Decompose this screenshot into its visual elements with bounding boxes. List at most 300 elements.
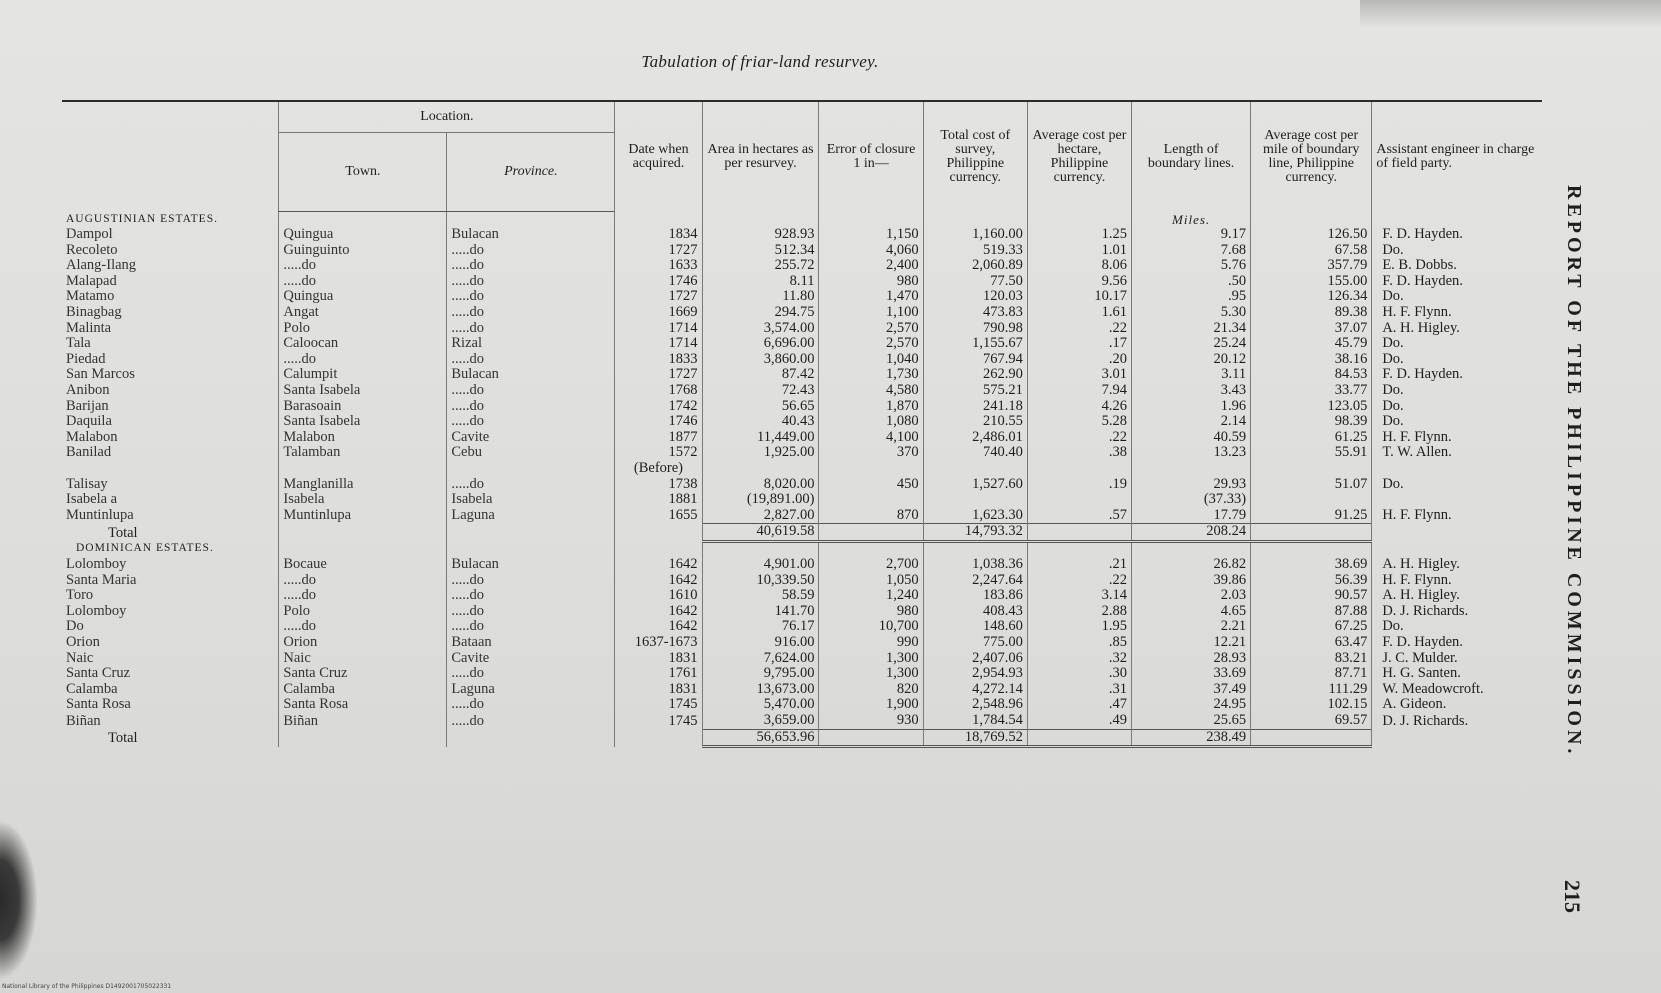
binding-shadow	[0, 820, 38, 980]
date-cell: 1714	[615, 321, 702, 337]
area-cell: 10,339.50	[702, 573, 819, 589]
province-cell: Rizal	[447, 336, 615, 352]
length-cell: 1.96	[1132, 399, 1251, 415]
error-cell: 1,240	[819, 588, 923, 604]
estate-name: Binagbag	[66, 305, 122, 321]
table-row	[62, 635, 1542, 651]
date-cell: 1642	[615, 604, 702, 620]
total-length: 208.24	[1132, 524, 1251, 542]
province-cell: Bulacan	[447, 367, 615, 383]
area-cell: 2,827.00	[702, 508, 819, 524]
estate-name: Tala	[66, 336, 91, 352]
engineer-cell: F. D. Hayden.	[1372, 367, 1542, 383]
date-header: Date when acquired.	[615, 101, 702, 212]
table-row	[62, 430, 1542, 446]
estate-name: Santa Maria	[66, 572, 137, 588]
cost-cell: 575.21	[923, 383, 1027, 399]
province-cell: Cavite	[447, 651, 615, 667]
town-cell: Isabela	[279, 492, 447, 508]
empty-cell	[819, 524, 923, 542]
cost-cell	[923, 492, 1027, 508]
cost-cell: 519.33	[923, 243, 1027, 259]
table-row	[62, 305, 1542, 321]
total-label: Total	[108, 730, 138, 747]
cost-per-hectare-cell: .38	[1027, 445, 1131, 461]
date-cell: 1877	[615, 430, 702, 446]
cost-per-hectare-cell: .30	[1027, 666, 1131, 682]
cost-cell: 1,623.30	[923, 508, 1027, 524]
province-cell: Bataan	[447, 635, 615, 651]
friar-land-table	[62, 100, 1542, 748]
error-cell: 980	[819, 274, 923, 290]
error-cell: 1,300	[819, 651, 923, 667]
error-cell: 370	[819, 445, 923, 461]
area-cell: 3,860.00	[702, 352, 819, 368]
town-cell: Biñan	[279, 713, 447, 729]
empty-cell	[615, 524, 702, 542]
empty-cell	[1251, 524, 1372, 542]
engineer-cell: Do.	[1372, 414, 1542, 430]
province-cell: .....do	[447, 321, 615, 337]
engineer-cell: A. Gideon.	[1372, 697, 1542, 713]
province-cell: Cebu	[447, 445, 615, 461]
length-cell: 29.93	[1132, 477, 1251, 493]
estate-name: Talisay	[66, 476, 108, 492]
empty-cell	[1372, 524, 1542, 542]
error-cell: 1,050	[819, 573, 923, 589]
area-cell: 928.93	[702, 227, 819, 243]
cost-cell: 262.90	[923, 367, 1027, 383]
area-cell: 4,901.00	[702, 557, 819, 573]
table-row	[62, 651, 1542, 667]
table-row	[62, 666, 1542, 682]
cost-cell: 2,548.96	[923, 697, 1027, 713]
area-cell: 3,659.00	[702, 713, 819, 729]
estate-name: Biñan	[66, 713, 101, 729]
estate-name: Do	[66, 619, 84, 635]
cost-cell: 2,486.01	[923, 430, 1027, 446]
area-cell: 11,449.00	[702, 430, 819, 446]
length-cell: 40.59	[1132, 430, 1251, 446]
length-cell: 5.76	[1132, 258, 1251, 274]
error-cell: 1,870	[819, 399, 923, 415]
town-cell: .....do	[279, 588, 447, 604]
cost-per-hectare-cell: 10.17	[1027, 289, 1131, 305]
estate-name: Barijan	[66, 398, 109, 414]
estate-name: Santa Rosa	[66, 697, 131, 713]
date-cell: 1727	[615, 243, 702, 259]
table-row	[62, 697, 1542, 713]
cost-per-mile-cell: 87.88	[1251, 604, 1372, 620]
total-row	[62, 524, 1542, 542]
date-cell: 1610	[615, 588, 702, 604]
cost-per-mile-cell: 67.58	[1251, 243, 1372, 259]
error-cell: 1,730	[819, 367, 923, 383]
length-cell: 5.30	[1132, 305, 1251, 321]
table-row	[62, 508, 1542, 524]
date-cell: 1742	[615, 399, 702, 415]
before-label: (Before)	[615, 461, 702, 477]
cost-cell: 183.86	[923, 588, 1027, 604]
province-cell: .....do	[447, 604, 615, 620]
area-cell: 11.80	[702, 289, 819, 305]
area-cell: 76.17	[702, 619, 819, 635]
empty-cell	[447, 729, 615, 747]
error-cell: 1,150	[819, 227, 923, 243]
cost-per-hectare-cell: .47	[1027, 697, 1131, 713]
area-cell: 72.43	[702, 383, 819, 399]
cost-per-mile-cell: 102.15	[1251, 697, 1372, 713]
error-cell: 10,700	[819, 619, 923, 635]
cost-per-hectare-cell: 1.95	[1027, 619, 1131, 635]
empty-cell	[615, 729, 702, 747]
estate-name: Naic	[66, 650, 94, 666]
cost-cell: 148.60	[923, 619, 1027, 635]
cost-per-hectare-cell: .22	[1027, 430, 1131, 446]
province-cell: .....do	[447, 713, 615, 729]
engineer-cell: F. D. Hayden.	[1372, 635, 1542, 651]
province-cell: .....do	[447, 399, 615, 415]
town-cell: Naic	[279, 651, 447, 667]
engineer-cell: D. J. Richards.	[1372, 713, 1542, 729]
area-cell: 8,020.00	[702, 477, 819, 493]
augustinian-section	[62, 212, 1542, 524]
town-cell: Polo	[279, 604, 447, 620]
total-row	[62, 729, 1542, 747]
length-cell: 3.43	[1132, 383, 1251, 399]
engineer-cell: Do.	[1372, 477, 1542, 493]
cost-cell: 1,038.36	[923, 557, 1027, 573]
length-cell: 13.23	[1132, 445, 1251, 461]
cost-per-hectare-cell: .32	[1027, 651, 1131, 667]
cost-per-hectare-cell: 1.01	[1027, 243, 1131, 259]
province-cell: .....do	[447, 666, 615, 682]
date-cell: 1642	[615, 619, 702, 635]
cost-per-hectare-cell	[1027, 492, 1131, 508]
table-row	[62, 619, 1542, 635]
area-header: Area in hectares as per resurvey.	[702, 101, 819, 212]
estate-name: Toro	[66, 588, 94, 604]
cost-per-mile-cell: 126.50	[1251, 227, 1372, 243]
date-cell: 1831	[615, 651, 702, 667]
cost-cell: 4,272.14	[923, 682, 1027, 698]
province-cell: Cavite	[447, 430, 615, 446]
estate-name: Matamo	[66, 289, 115, 305]
estate-name: Muntinlupa	[66, 507, 134, 524]
estate-name: Anibon	[66, 383, 110, 399]
area-cell: 87.42	[702, 367, 819, 383]
estate-name: Daquila	[66, 414, 112, 430]
engineer-cell: A. H. Higley.	[1372, 588, 1542, 604]
length-cell: 21.34	[1132, 321, 1251, 337]
error-cell	[819, 492, 923, 508]
empty-cell	[1027, 729, 1131, 747]
estate-name: Lolomboy	[66, 557, 127, 573]
cost-per-mile-cell: 91.25	[1251, 508, 1372, 524]
table-row	[62, 604, 1542, 620]
town-cell: .....do	[279, 258, 447, 274]
table-row	[62, 274, 1542, 290]
engineer-cell: J. C. Mulder.	[1372, 651, 1542, 667]
cost-cell: 408.43	[923, 604, 1027, 620]
cost-per-hectare-cell: 2.88	[1027, 604, 1131, 620]
total-area: 40,619.58	[702, 524, 819, 542]
empty-cell	[279, 729, 447, 747]
province-cell: .....do	[447, 697, 615, 713]
cost-per-hectare-cell: .21	[1027, 557, 1131, 573]
table-row	[62, 477, 1542, 493]
town-cell: Bocaue	[279, 557, 447, 573]
cost-per-mile-cell: 83.21	[1251, 651, 1372, 667]
length-cell: 26.82	[1132, 557, 1251, 573]
error-cell: 4,100	[819, 430, 923, 446]
cost-per-mile-cell: 89.38	[1251, 305, 1372, 321]
cost-cell: 1,527.60	[923, 477, 1027, 493]
cost-per-mile-cell: 111.29	[1251, 682, 1372, 698]
cost-cell: 2,407.06	[923, 651, 1027, 667]
table-row	[62, 399, 1542, 415]
before-note-row	[62, 461, 1542, 477]
town-header: Town.	[279, 133, 447, 212]
error-cell: 2,570	[819, 336, 923, 352]
estate-name: Isabela a	[66, 492, 118, 508]
error-cell: 870	[819, 508, 923, 524]
estate-header	[62, 101, 279, 212]
cost-per-mile-cell: 84.53	[1251, 367, 1372, 383]
estate-name: Santa Cruz	[66, 666, 131, 682]
province-cell: .....do	[447, 588, 615, 604]
cost-cell: 2,247.64	[923, 573, 1027, 589]
total-cost: 14,793.32	[923, 524, 1027, 542]
date-cell: 1831	[615, 682, 702, 698]
cost-cell: 775.00	[923, 635, 1027, 651]
error-cell: 990	[819, 635, 923, 651]
province-cell: .....do	[447, 274, 615, 290]
area-cell: 8.11	[702, 274, 819, 290]
scan-credit: National Library of the Philippines D1492001705022331	[2, 983, 172, 990]
cost-per-mile-cell: 63.47	[1251, 635, 1372, 651]
area-cell: 5,470.00	[702, 697, 819, 713]
town-cell: .....do	[279, 274, 447, 290]
area-cell: 255.72	[702, 258, 819, 274]
total-length: 238.49	[1132, 729, 1251, 747]
length-cell: 7.68	[1132, 243, 1251, 259]
cost-per-hectare-cell: .20	[1027, 352, 1131, 368]
dominican-total	[62, 729, 1542, 747]
cost-per-mile-cell: 55.91	[1251, 445, 1372, 461]
province-cell: .....do	[447, 477, 615, 493]
cost-cell: 767.94	[923, 352, 1027, 368]
town-cell: Caloocan	[279, 336, 447, 352]
error-cell: 1,900	[819, 697, 923, 713]
length-cell: 9.17	[1132, 227, 1251, 243]
cost-per-hectare-cell: .22	[1027, 321, 1131, 337]
area-cell: 56.65	[702, 399, 819, 415]
cost-per-hectare-cell: 3.14	[1027, 588, 1131, 604]
province-cell: .....do	[447, 352, 615, 368]
date-cell: 1633	[615, 258, 702, 274]
running-header: REPORT OF THE PHILIPPINE COMMISSION.	[1563, 185, 1585, 758]
cost-per-mile-cell: 69.57	[1251, 713, 1372, 729]
engineer-cell: H. F. Flynn.	[1372, 573, 1542, 589]
cost-cell: 2,954.93	[923, 666, 1027, 682]
town-cell: Santa Isabela	[279, 414, 447, 430]
error-cell: 1,300	[819, 666, 923, 682]
estate-name: Banilad	[66, 445, 112, 461]
table-row	[62, 336, 1542, 352]
error-cell: 2,400	[819, 258, 923, 274]
engineer-cell: Do.	[1372, 336, 1542, 352]
town-cell: Quingua	[279, 289, 447, 305]
error-cell: 1,040	[819, 352, 923, 368]
town-cell: Santa Isabela	[279, 383, 447, 399]
date-cell: 1572	[615, 445, 702, 461]
cost-per-hectare-cell: 5.28	[1027, 414, 1131, 430]
town-cell: Santa Rosa	[279, 697, 447, 713]
date-cell: 1655	[615, 508, 702, 524]
engineer-cell: D. J. Richards.	[1372, 604, 1542, 620]
area-cell: 294.75	[702, 305, 819, 321]
area-cell: 3,574.00	[702, 321, 819, 337]
estate-name: Malapad	[66, 273, 117, 289]
length-header: Length of boundary lines.	[1132, 101, 1251, 212]
area-cell: (19,891.00)	[702, 492, 819, 508]
error-cell: 980	[819, 604, 923, 620]
cost-per-mile-cell: 357.79	[1251, 258, 1372, 274]
province-cell: .....do	[447, 383, 615, 399]
area-cell: 6,696.00	[702, 336, 819, 352]
cost-per-mile-cell: 51.07	[1251, 477, 1372, 493]
area-cell: 13,673.00	[702, 682, 819, 698]
table-row	[62, 557, 1542, 573]
length-cell: (37.33)	[1132, 492, 1251, 508]
estate-name: San Marcos	[66, 367, 135, 383]
error-header: Error of closure 1 in—	[819, 101, 923, 212]
error-cell: 1,470	[819, 289, 923, 305]
province-cell: Bulacan	[447, 227, 615, 243]
empty-cell	[1372, 729, 1542, 747]
estate-name: Piedad	[66, 351, 106, 367]
cost-per-mile-cell: 90.57	[1251, 588, 1372, 604]
engineer-cell: E. B. Dobbs.	[1372, 258, 1542, 274]
length-cell: .50	[1132, 274, 1251, 290]
date-cell: 1745	[615, 697, 702, 713]
empty-cell	[819, 729, 923, 747]
area-cell: 916.00	[702, 635, 819, 651]
table-row	[62, 682, 1542, 698]
area-cell: 40.43	[702, 414, 819, 430]
cost-per-mile-cell: 45.79	[1251, 336, 1372, 352]
empty-cell	[279, 524, 447, 542]
engineer-cell: F. D. Hayden.	[1372, 274, 1542, 290]
cost-per-mile-cell: 56.39	[1251, 573, 1372, 589]
engineer-cell: A. H. Higley.	[1372, 321, 1542, 337]
table-row	[62, 289, 1542, 305]
error-cell: 4,580	[819, 383, 923, 399]
engineer-cell: W. Meadowcroft.	[1372, 682, 1542, 698]
town-cell: Calumpit	[279, 367, 447, 383]
engineer-cell: Do.	[1372, 619, 1542, 635]
cost-per-mile-cell: 67.25	[1251, 619, 1372, 635]
cost-per-hectare-cell: .17	[1027, 336, 1131, 352]
town-cell: Barasoain	[279, 399, 447, 415]
cost-cell: 1,155.67	[923, 336, 1027, 352]
town-cell: Polo	[279, 321, 447, 337]
table-row	[62, 414, 1542, 430]
area-cell: 7,624.00	[702, 651, 819, 667]
engineer-cell: Do.	[1372, 243, 1542, 259]
length-cell: 25.24	[1132, 336, 1251, 352]
empty-cell	[1251, 729, 1372, 747]
dominican-section	[62, 541, 1542, 729]
table-row	[62, 445, 1542, 461]
province-cell: .....do	[447, 619, 615, 635]
length-cell: 37.49	[1132, 682, 1251, 698]
page-corner-shadow	[1360, 0, 1661, 28]
date-cell: 1881	[615, 492, 702, 508]
area-cell: 141.70	[702, 604, 819, 620]
length-cell: 2.21	[1132, 619, 1251, 635]
miles-label: Miles.	[1132, 212, 1251, 228]
cost-cell: 473.83	[923, 305, 1027, 321]
estate-name: Malabon	[66, 429, 118, 445]
engineer-cell: T. W. Allen.	[1372, 445, 1542, 461]
engineer-cell: Do.	[1372, 399, 1542, 415]
engineer-cell	[1372, 492, 1542, 508]
cost-per-mile-cell: 61.25	[1251, 430, 1372, 446]
cost-cell: 120.03	[923, 289, 1027, 305]
length-cell: 3.11	[1132, 367, 1251, 383]
date-cell: 1727	[615, 289, 702, 305]
town-cell: Orion	[279, 635, 447, 651]
table-row	[62, 713, 1542, 729]
engineer-cell: F. D. Hayden.	[1372, 227, 1542, 243]
cost-cell: 2,060.89	[923, 258, 1027, 274]
town-cell: .....do	[279, 619, 447, 635]
length-cell: 4.65	[1132, 604, 1251, 620]
total-area: 56,653.96	[702, 729, 819, 747]
province-cell: Laguna	[447, 682, 615, 698]
cost-per-mile-cell: 155.00	[1251, 274, 1372, 290]
length-cell: 17.79	[1132, 508, 1251, 524]
table-title: Tabulation of friar-land resurvey.	[641, 52, 879, 71]
town-cell: Santa Cruz	[279, 666, 447, 682]
cost-cell: 740.40	[923, 445, 1027, 461]
cost-per-hectare-cell: 3.01	[1027, 367, 1131, 383]
estate-name: Orion	[66, 635, 100, 651]
engineer-cell: A. H. Higley.	[1372, 557, 1542, 573]
length-cell: 28.93	[1132, 651, 1251, 667]
date-cell: 1727	[615, 367, 702, 383]
total-cost: 18,769.52	[923, 729, 1027, 747]
cost-per-hectare-cell: .57	[1027, 508, 1131, 524]
engineer-cell: Do.	[1372, 289, 1542, 305]
table-row	[62, 367, 1542, 383]
province-cell: .....do	[447, 414, 615, 430]
cost-cell: 790.98	[923, 321, 1027, 337]
avg-cost-hectare-header: Average cost per hectare, Philippine currency.	[1027, 101, 1131, 212]
cost-per-mile-cell: 126.34	[1251, 289, 1372, 305]
province-cell: .....do	[447, 258, 615, 274]
empty-cell	[447, 524, 615, 542]
cost-per-mile-cell: 87.71	[1251, 666, 1372, 682]
area-cell: 512.34	[702, 243, 819, 259]
cost-per-hectare-cell: .31	[1027, 682, 1131, 698]
error-cell: 2,700	[819, 557, 923, 573]
cost-cell: 77.50	[923, 274, 1027, 290]
town-cell: Talamban	[279, 445, 447, 461]
engineer-cell: H. F. Flynn.	[1372, 305, 1542, 321]
